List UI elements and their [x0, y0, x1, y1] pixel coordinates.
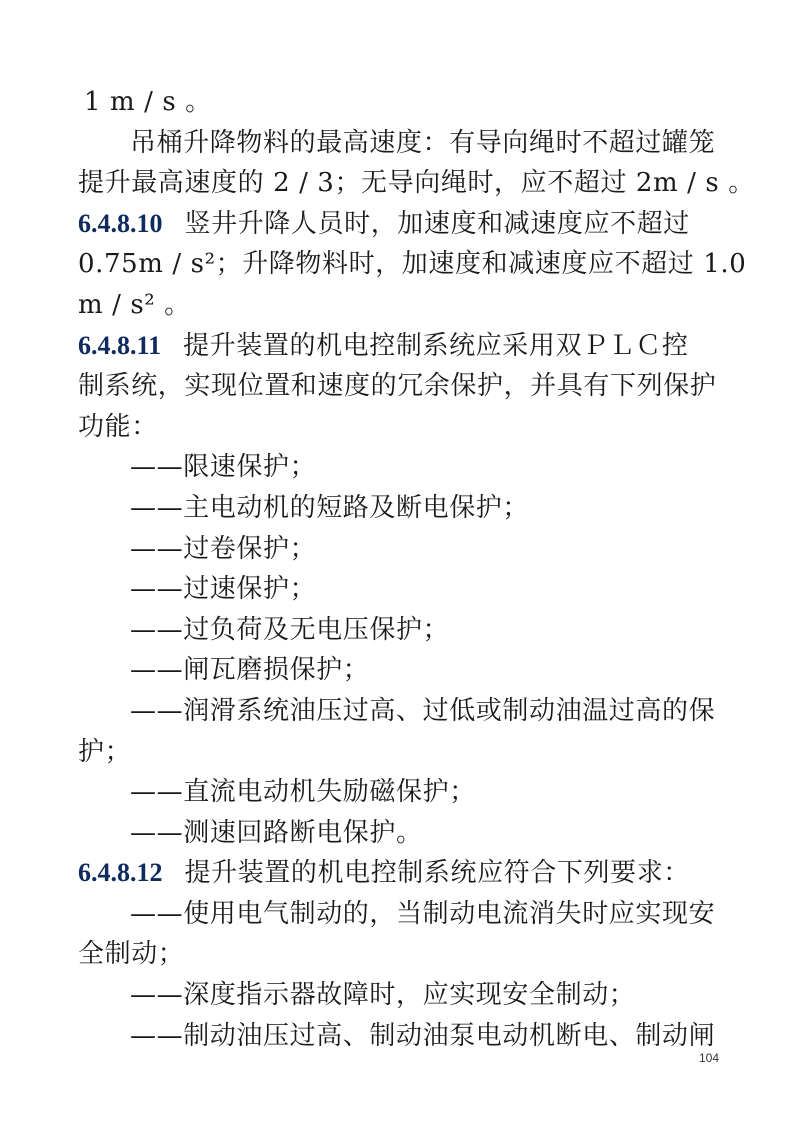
- clause-number: 6.4.8.10: [78, 208, 163, 238]
- text-line: 提升最高速度的 2 / 3；无导向绳时，应不超过 2m / s 。: [78, 168, 755, 199]
- list-item: ——过卷保护；: [130, 533, 317, 564]
- clause-text: 提升装置的机电控制系统应符合下列要求：: [184, 858, 690, 889]
- clause-text: 提升装置的机电控制系统应采用双ＰＬＣ控: [183, 330, 689, 361]
- text-line: 护；: [78, 736, 132, 767]
- list-item: ——过负荷及无电压保护；: [130, 614, 450, 645]
- text-line: 0.75m / s²；升降物料时，加速度和减速度应不超过 1.0: [78, 249, 747, 280]
- list-item: ——测速回路断电保护。: [130, 817, 423, 848]
- clause-line: [78, 853, 728, 894]
- list-item: ——主电动机的短路及断电保护；: [130, 492, 530, 523]
- clause-text: 竖井升降人员时，加速度和减速度应不超过: [184, 208, 690, 239]
- page-number: 104: [698, 1051, 719, 1065]
- list-item: ——使用电气制动的，当制动电流消失时应实现安: [130, 898, 716, 929]
- clause-number: 6.4.8.11: [78, 330, 162, 360]
- list-item: ——过速保护；: [130, 574, 317, 605]
- list-item: ——直流电动机失励磁保护；: [130, 777, 476, 808]
- text-line: 1 m / s 。: [84, 87, 212, 117]
- text-line: 功能：: [78, 411, 158, 442]
- text-line: 全制动；: [78, 939, 185, 970]
- list-item: ——制动油压过高、制动油泵电动机断电、制动闸: [130, 1020, 716, 1051]
- list-item: ——深度指示器故障时，应实现安全制动；: [130, 980, 636, 1011]
- document-body: [78, 82, 755, 1056]
- clause-line: [78, 204, 728, 245]
- list-item: ——闸瓦磨损保护；: [130, 655, 370, 686]
- clause-line: [78, 326, 728, 367]
- list-item: ——润滑系统油压过高、过低或制动油温过高的保: [130, 695, 716, 726]
- clause-number: 6.4.8.12: [78, 858, 163, 888]
- text-line: 制系统，实现位置和速度的冗余保护，并具有下列保护: [78, 371, 717, 402]
- list-item: ——限速保护；: [130, 452, 317, 483]
- text-line: m / s² 。: [78, 289, 191, 320]
- text-line: 吊桶升降物料的最高速度：有导向绳时不超过罐笼: [130, 127, 716, 158]
